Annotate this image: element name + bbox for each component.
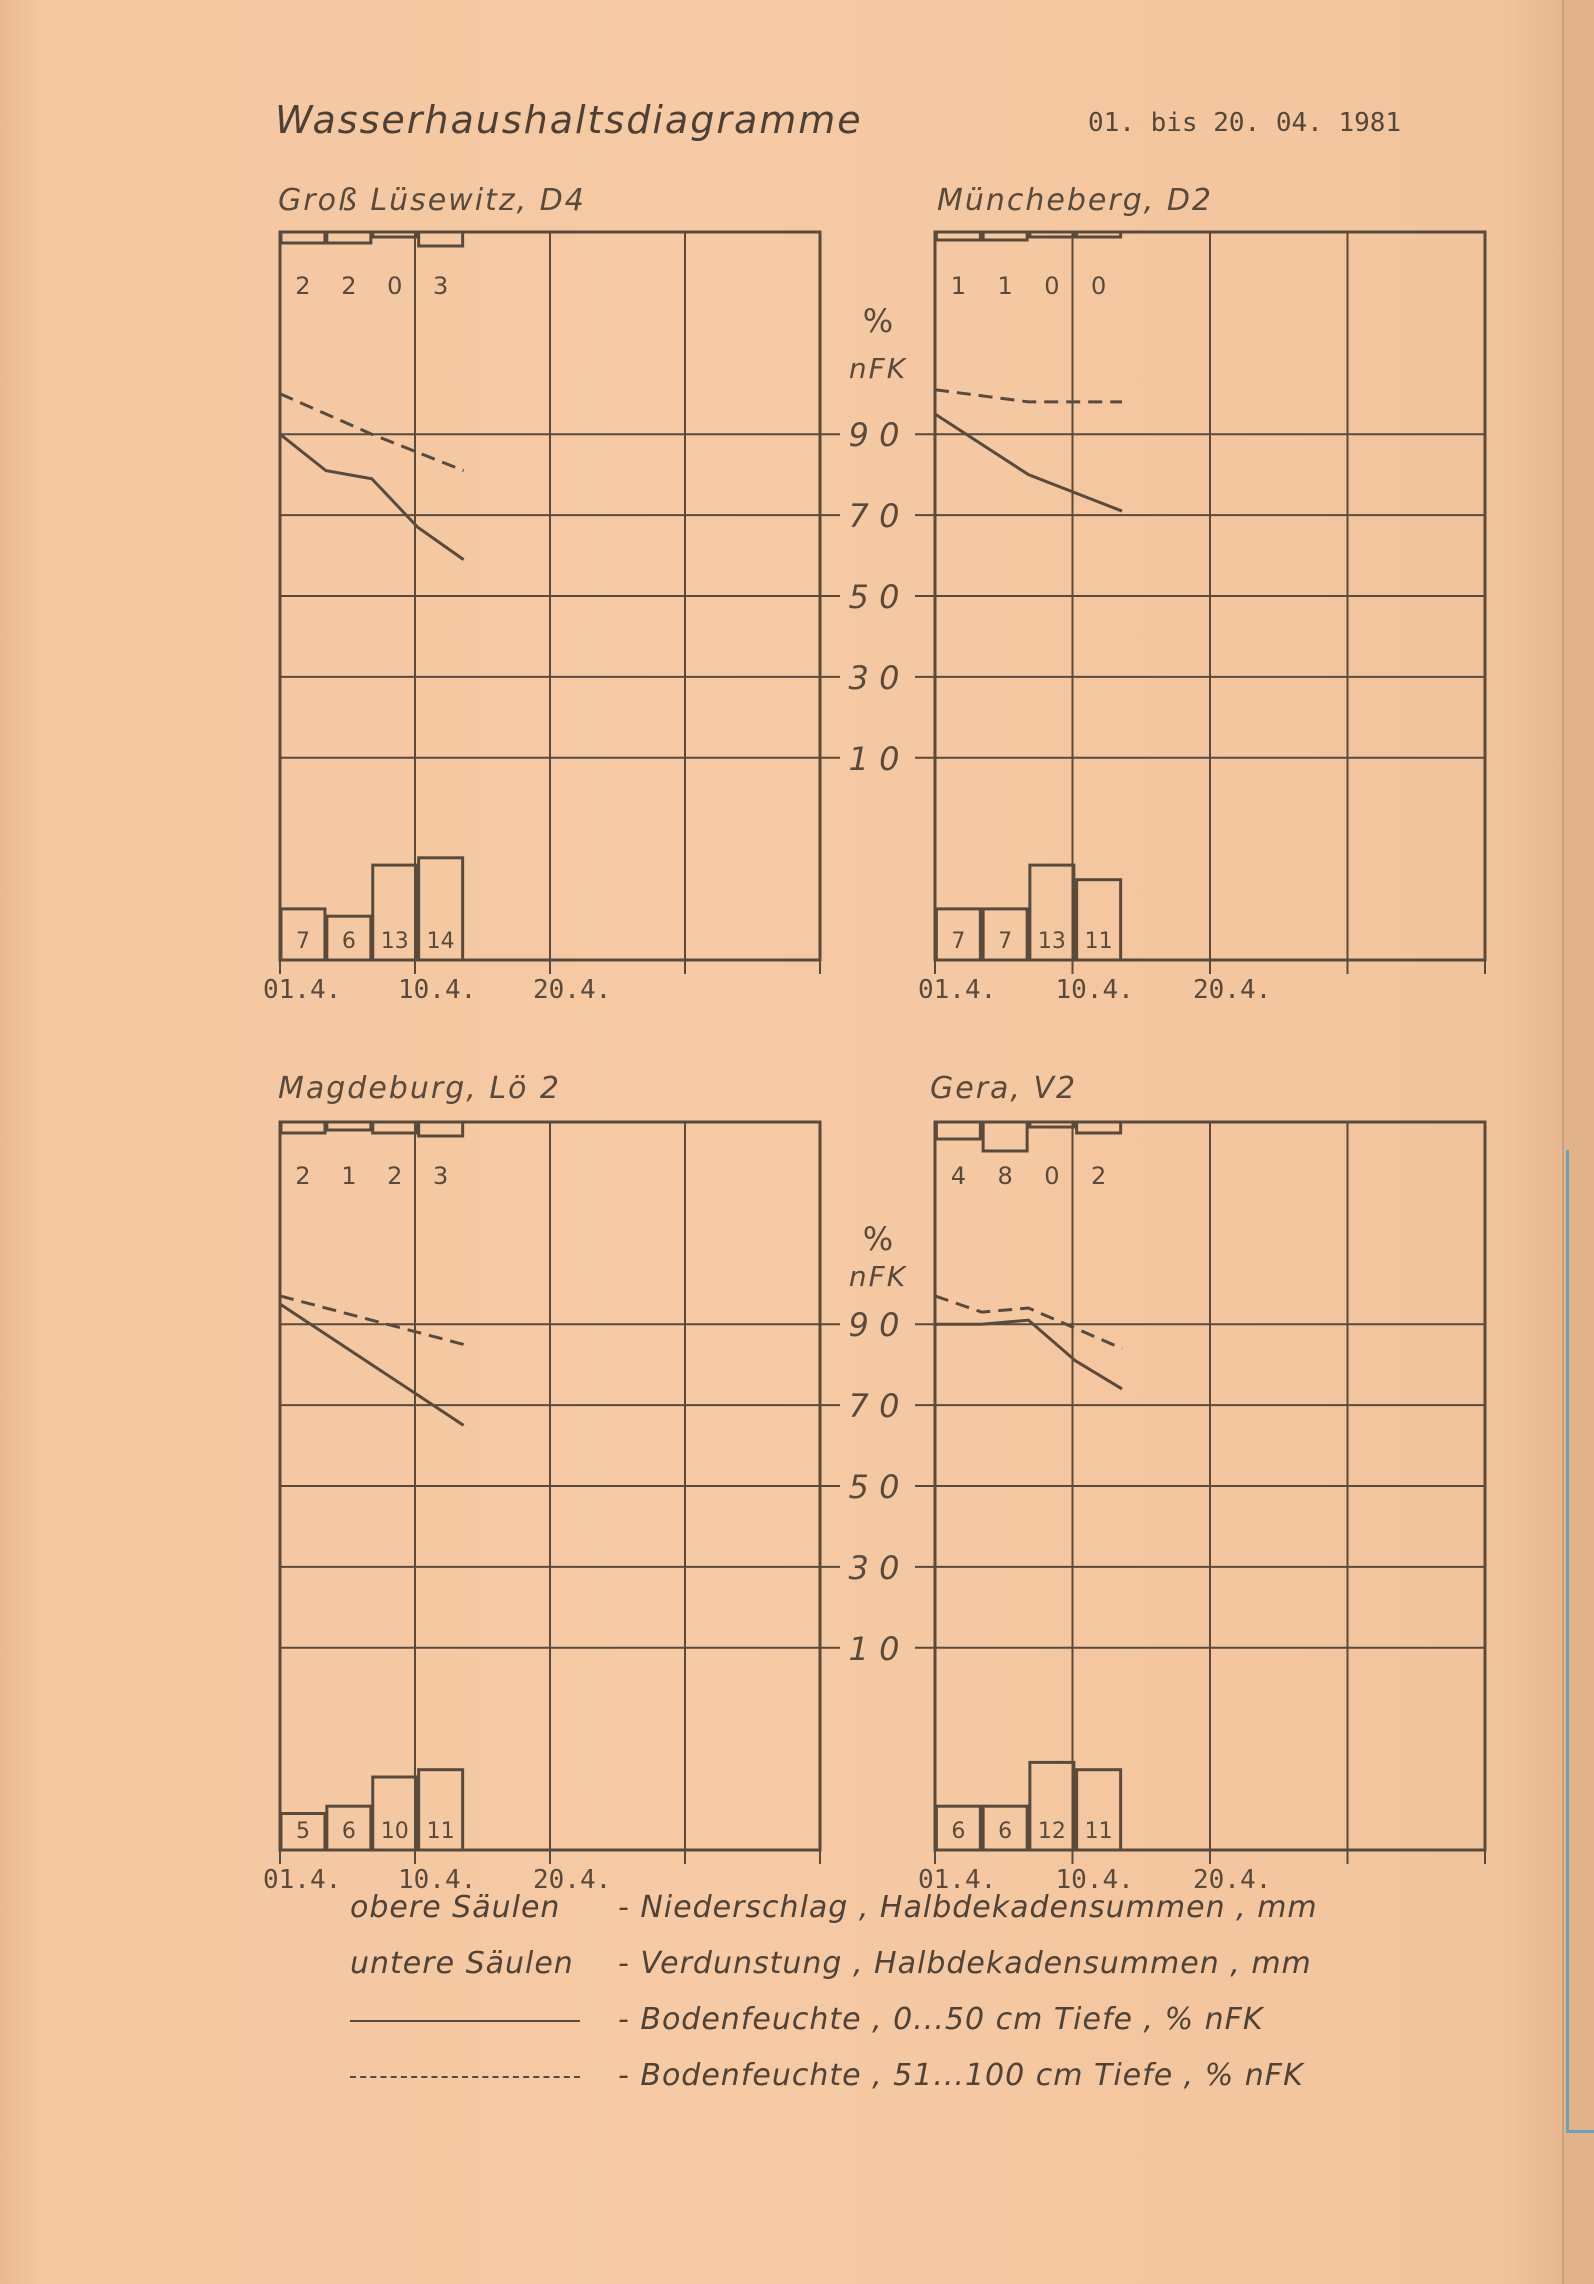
- x-tick-label: 20.4.: [1193, 1865, 1272, 1895]
- precipitation-bar: [1077, 232, 1121, 237]
- evaporation-label: 14: [426, 929, 455, 954]
- evaporation-label: 7: [998, 929, 1013, 954]
- precipitation-label: 2: [341, 272, 357, 300]
- soil-moisture-deep-line: [935, 390, 1122, 402]
- soil-moisture-top-line: [280, 1304, 464, 1425]
- evaporation-label: 10: [380, 1819, 409, 1844]
- page-title: Wasserhaushaltsdiagramme: [275, 98, 863, 142]
- precipitation-bar: [281, 1122, 325, 1133]
- precipitation-label: 0: [387, 272, 403, 300]
- soil-moisture-top-line: [935, 414, 1122, 511]
- legend-lower-label: untere Säulen: [350, 1946, 574, 1981]
- precipitation-bar: [983, 1122, 1027, 1151]
- legend: [350, 1890, 1450, 2110]
- precipitation-bar: [373, 1122, 417, 1133]
- evaporation-label: 7: [295, 929, 310, 954]
- y-tick-label: 1 0: [848, 1629, 900, 1668]
- soil-moisture-top-line: [935, 1320, 1122, 1389]
- x-tick-label: 20.4.: [1193, 975, 1272, 1005]
- evaporation-label: 11: [1084, 1819, 1113, 1844]
- precipitation-label: 4: [950, 1162, 967, 1190]
- precipitation-label: 8: [997, 1162, 1013, 1190]
- y-tick-label: 3 0: [848, 658, 900, 697]
- legend-upper-text: - Niederschlag , Halbdekadensummen , mm: [618, 1890, 1318, 1925]
- precipitation-label: 1: [950, 272, 967, 300]
- y-tick-label: 7 0: [848, 497, 900, 536]
- x-tick-label: 01.4.: [918, 975, 997, 1005]
- precipitation-bar: [327, 1122, 371, 1130]
- y-axis-unit-percent: %: [862, 1220, 894, 1258]
- precipitation-label: 0: [1044, 272, 1060, 300]
- x-tick-label: 01.4.: [263, 1865, 342, 1895]
- soil-moisture-top-line: [280, 434, 464, 559]
- x-tick-label: 10.4.: [398, 1865, 477, 1895]
- evaporation-label: 5: [295, 1819, 310, 1844]
- x-tick-label: 20.4.: [533, 975, 612, 1005]
- precipitation-label: 2: [295, 272, 311, 300]
- legend-dashed-line: [350, 2076, 580, 2078]
- y-tick-label: 5 0: [848, 1468, 900, 1506]
- x-tick-label: 01.4.: [918, 1865, 997, 1895]
- soil-moisture-deep-line: [280, 394, 464, 471]
- y-tick-label: 9 0: [848, 1306, 900, 1345]
- precipitation-bar: [281, 232, 325, 243]
- chart-title: Magdeburg, Lö 2: [278, 1071, 562, 1106]
- precipitation-bar: [327, 232, 371, 243]
- precipitation-bar: [373, 232, 417, 237]
- y-axis-unit-nfk: nFK: [848, 352, 908, 385]
- chart-title: Gera, V2: [930, 1071, 1078, 1106]
- chart-title: Müncheberg, D2: [937, 183, 1214, 218]
- precipitation-bar: [419, 232, 463, 246]
- evaporation-label: 11: [426, 1819, 455, 1844]
- x-tick-label: 10.4.: [1055, 1865, 1134, 1895]
- evaporation-label: 11: [1084, 929, 1113, 954]
- precipitation-label: 3: [433, 1162, 449, 1190]
- precipitation-bar: [419, 1122, 463, 1136]
- chart-title: Groß Lüsewitz, D4: [278, 183, 586, 218]
- evaporation-label: 6: [341, 929, 356, 954]
- legend-upper-label: obere Säulen: [350, 1890, 561, 1925]
- soil-moisture-deep-line: [935, 1296, 1122, 1349]
- evaporation-label: 6: [341, 1819, 356, 1844]
- precipitation-label: 3: [433, 272, 449, 300]
- x-tick-label: 01.4.: [263, 975, 342, 1005]
- precipitation-bar: [1030, 1122, 1074, 1127]
- evaporation-label: 6: [998, 1819, 1013, 1844]
- evaporation-label: 13: [380, 929, 409, 954]
- y-tick-label: 9 0: [848, 416, 900, 455]
- y-tick-label: 1 0: [848, 739, 900, 778]
- precipitation-label: 1: [341, 1162, 357, 1190]
- y-tick-label: 3 0: [848, 1548, 900, 1587]
- y-tick-label: 5 0: [848, 578, 900, 616]
- y-axis-unit-nfk: nFK: [848, 1260, 908, 1293]
- legend-solid-line: [350, 2020, 580, 2022]
- precipitation-label: 2: [387, 1162, 403, 1190]
- precipitation-bar: [936, 232, 980, 240]
- legend-solid-text: - Bodenfeuchte , 0...50 cm Tiefe , % nFK: [618, 2002, 1264, 2037]
- date-range: 01. bis 20. 04. 1981: [1088, 108, 1402, 138]
- x-tick-label: 10.4.: [398, 975, 477, 1005]
- y-tick-label: 7 0: [848, 1387, 900, 1426]
- precipitation-label: 0: [1044, 1162, 1060, 1190]
- x-tick-label: 10.4.: [1055, 975, 1134, 1005]
- precipitation-label: 0: [1090, 272, 1107, 300]
- legend-lower-text: - Verdunstung , Halbdekadensummen , mm: [618, 1946, 1312, 1981]
- x-tick-label: 20.4.: [533, 1865, 612, 1895]
- evaporation-label: 12: [1037, 1819, 1066, 1844]
- evaporation-label: 6: [951, 1819, 966, 1844]
- y-axis-unit-percent: %: [862, 302, 894, 340]
- precipitation-label: 1: [997, 272, 1013, 300]
- precipitation-bar: [936, 1122, 980, 1139]
- legend-dashed-text: - Bodenfeuchte , 51...100 cm Tiefe , % nFK: [618, 2058, 1304, 2093]
- precipitation-bar: [1030, 232, 1074, 237]
- precipitation-label: 2: [295, 1162, 311, 1190]
- precipitation-bar: [983, 232, 1027, 240]
- precipitation-bar: [1077, 1122, 1121, 1133]
- evaporation-label: 13: [1037, 929, 1066, 954]
- precipitation-label: 2: [1090, 1162, 1107, 1190]
- soil-moisture-deep-line: [280, 1296, 464, 1345]
- evaporation-label: 7: [951, 929, 966, 954]
